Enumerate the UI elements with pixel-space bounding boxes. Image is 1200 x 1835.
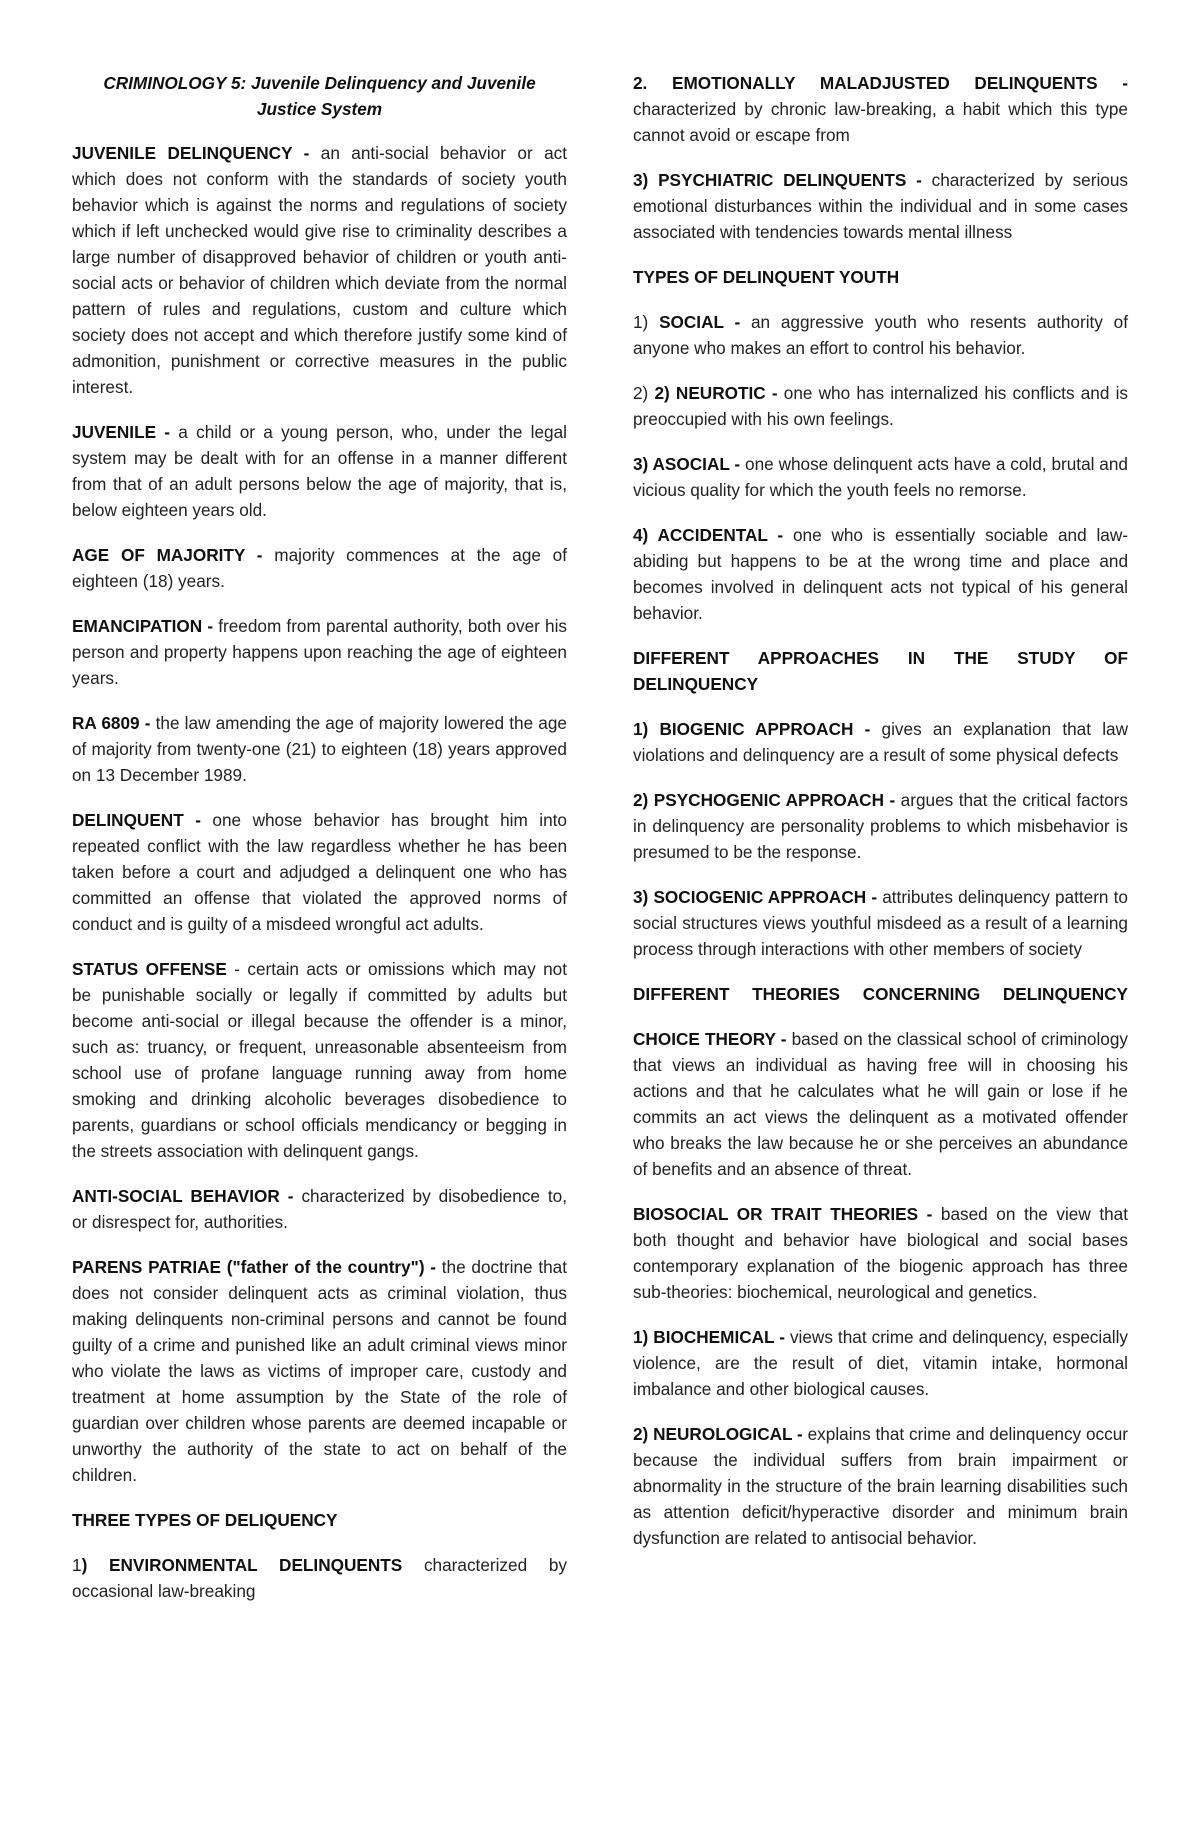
definition: characterized by occasional law-breaking <box>72 1555 567 1601</box>
entry-biochemical <box>633 1324 1128 1402</box>
definition: one whose behavior has brought him into repeated conflict with the law regardless whether he has been taken before a court and adjudged a delinquent one who has committed an offense that violated the approved norms of conduct and is guilty of a misdeed wrongful act adults. <box>72 810 567 934</box>
definition: based on the classical school of criminology that views an individual as having free will in choosing his actions and that he calculates what he will gain or lose if he commits an act views the delinquent as a motivated offender who breaks the law because he or she perceives an abundance of benefits and an absence of threat. <box>633 1029 1128 1179</box>
definition: an aggressive youth who resents authority of anyone who makes an effort to control his behavior. <box>633 312 1128 358</box>
entry-ra-6809 <box>72 710 567 788</box>
definition: freedom from parental authority, both over his person and property happens upon reaching the age of eighteen years. <box>72 616 567 688</box>
heading-types-of-delinquent-youth: TYPES OF DELINQUENT YOUTH <box>633 267 900 287</box>
entry-neurological <box>633 1421 1128 1551</box>
entry-emotionally-maladjusted <box>633 70 1128 148</box>
definition: one whose delinquent acts have a cold, brutal and vicious quality for which the youth feels no remorse. <box>633 454 1128 500</box>
item-number: 1 <box>72 1555 82 1575</box>
term: BIOSOCIAL OR TRAIT THEORIES - <box>633 1204 941 1224</box>
entry-delinquent <box>72 807 567 937</box>
definition: one who has internalized his conflicts and is preoccupied with his own feelings. <box>633 383 1128 429</box>
term: AGE OF MAJORITY - <box>72 545 275 565</box>
definition: characterized by disobedience to, or disrespect for, authorities. <box>72 1186 567 1232</box>
right-column <box>633 70 1128 1835</box>
term: 3) SOCIOGENIC APPROACH - <box>633 887 883 907</box>
term: EMANCIPATION - <box>72 616 219 636</box>
term: ) ENVIRONMENTAL DELINQUENTS <box>81 1555 424 1575</box>
definition: the doctrine that does not consider delinquent acts as criminal violation, thus making delinquents non-criminal persons and cannot be found guilty of a crime and punished like an adult criminal views minor who violate the laws as victims of improper care, custody and treatment at home assumption by the State of the role of guardian over children whose parents are deemed incapable or unworthy the authority of the state to act on behalf of the children. <box>72 1257 567 1485</box>
entry-status-offense <box>72 956 567 1164</box>
entry-age-of-majority <box>72 542 567 594</box>
definition: an anti-social behavior or act which does not conform with the standards of society youth behavior which is against the norms and regulations of society which if left unchecked would give rise to criminality describes a large number of disapproved behavior of children or youth anti-social acts or behavior of children which deviate from the normal pattern of rules and regulations, custom and culture which society does not accept and which therefore justify some kind of admonition, punishment or corrective measures in the public interest. <box>72 143 567 397</box>
heading-three-types: THREE TYPES OF DELIQUENCY <box>72 1510 338 1530</box>
entry-psychiatric-delinquents <box>633 167 1128 245</box>
definition: characterized by chronic law-breaking, a habit which this type cannot avoid or escape from <box>633 99 1128 145</box>
term: 3) ASOCIAL - <box>633 454 746 474</box>
heading-approaches: DIFFERENT APPROACHES IN THE STUDY OF DELINQUENCY <box>633 648 1128 694</box>
term: DELINQUENT - <box>72 810 213 830</box>
entry-biogenic-approach <box>633 716 1128 768</box>
definition: gives an explanation that law violations and delinquency are a result of some physical defects <box>633 719 1128 765</box>
definition: majority commences at the age of eighteen (18) years. <box>72 545 568 591</box>
entry-anti-social-behavior <box>72 1183 567 1235</box>
term: JUVENILE - <box>72 422 179 442</box>
heading-theories: DIFFERENT THEORIES CONCERNING DELINQUENCY <box>633 984 1128 1004</box>
definition: one who is essentially sociable and law-abiding but happens to be at the wrong time and place and becomes involved in delinquent acts not typical of his general behavior. <box>633 525 1128 623</box>
term: STATUS OFFENSE <box>72 959 235 979</box>
term: 3) PSYCHIATRIC DELINQUENTS - <box>633 170 932 190</box>
document-title: CRIMINOLOGY 5: Juvenile Delinquency and Juvenile Justice System <box>103 73 536 119</box>
definition: attributes delinquency pattern to social structures views youthful misdeed as a result of a learning process through interactions with other members of society <box>633 887 1128 959</box>
definition: - certain acts or omissions which may not be punishable socially or legally if committed by adults but become anti-social or illegal because the offender is a minor, such as: truancy, or frequent, unreasonable absenteeism from school use of profane language running away from home smoking and drinking alcoholic beverages disobedience to parents, guardians or school officials mendicancy or begging in the streets association with delinquent gangs. <box>72 959 567 1161</box>
term: RA 6809 - <box>72 713 156 733</box>
entry-accidental <box>633 522 1128 626</box>
definition: argues that the critical factors in delinquency are personality problems to which misbehavior is presumed to be the response. <box>633 790 1128 862</box>
item-number: 2) <box>633 383 655 403</box>
term: JUVENILE DELINQUENCY - <box>72 143 321 163</box>
term: 2) NEUROLOGICAL - <box>633 1424 808 1444</box>
entry-juvenile <box>72 419 567 523</box>
term: 1) BIOCHEMICAL - <box>633 1327 790 1347</box>
definition: explains that crime and delinquency occur because the individual suffers from brain impairment or abnormality in the structure of the brain learning disabilities such as attention deficit/hyperactive disorder and minimum brain dysfunction are related to antisocial behavior. <box>633 1424 1128 1548</box>
term: CHOICE THEORY - <box>633 1029 792 1049</box>
definition: views that crime and delinquency, especially violence, are the result of diet, vitamin intake, hormonal imbalance and other biological causes. <box>633 1327 1128 1399</box>
term: ANTI-SOCIAL BEHAVIOR - <box>72 1186 302 1206</box>
item-number: 1) <box>633 312 660 332</box>
definition: based on the view that both thought and behavior have biological and social bases contemporary explanation of the biogenic approach has three sub-theories: biochemical, neurological and genetics. <box>633 1204 1129 1302</box>
entry-biosocial-trait-theories <box>633 1201 1128 1305</box>
entry-juvenile-delinquency <box>72 140 567 400</box>
entry-parens-patriae <box>72 1254 567 1488</box>
definition: the law amending the age of majority lowered the age of majority from twenty-one (21) to eighteen (18) years approved on 13 December 1989. <box>72 713 567 785</box>
term: SOCIAL - <box>659 312 751 332</box>
term: 2) NEUROTIC - <box>654 383 784 403</box>
entry-choice-theory <box>633 1026 1128 1182</box>
entry-social <box>633 309 1128 361</box>
definition: a child or a young person, who, under the legal system may be dealt with for an offense in a manner different from that of an adult persons below the age of majority, that is, below eighteen years old. <box>72 422 567 520</box>
entry-psychogenic-approach <box>633 787 1128 865</box>
term: 1) BIOGENIC APPROACH - <box>633 719 882 739</box>
entry-neurotic <box>633 380 1128 432</box>
left-column <box>72 70 567 1835</box>
definition: characterized by serious emotional disturbances within the individual and in some cases associated with tendencies towards mental illness <box>633 170 1128 242</box>
entry-asocial <box>633 451 1128 503</box>
term: 4) ACCIDENTAL - <box>633 525 793 545</box>
entry-sociogenic-approach <box>633 884 1128 962</box>
entry-environmental-delinquents <box>72 1552 567 1604</box>
term: PARENS PATRIAE ("father of the country") - <box>72 1257 442 1277</box>
term: 2) PSYCHOGENIC APPROACH - <box>633 790 901 810</box>
entry-emancipation <box>72 613 567 691</box>
term: 2. EMOTIONALLY MALADJUSTED DELINQUENTS - <box>633 73 1128 93</box>
